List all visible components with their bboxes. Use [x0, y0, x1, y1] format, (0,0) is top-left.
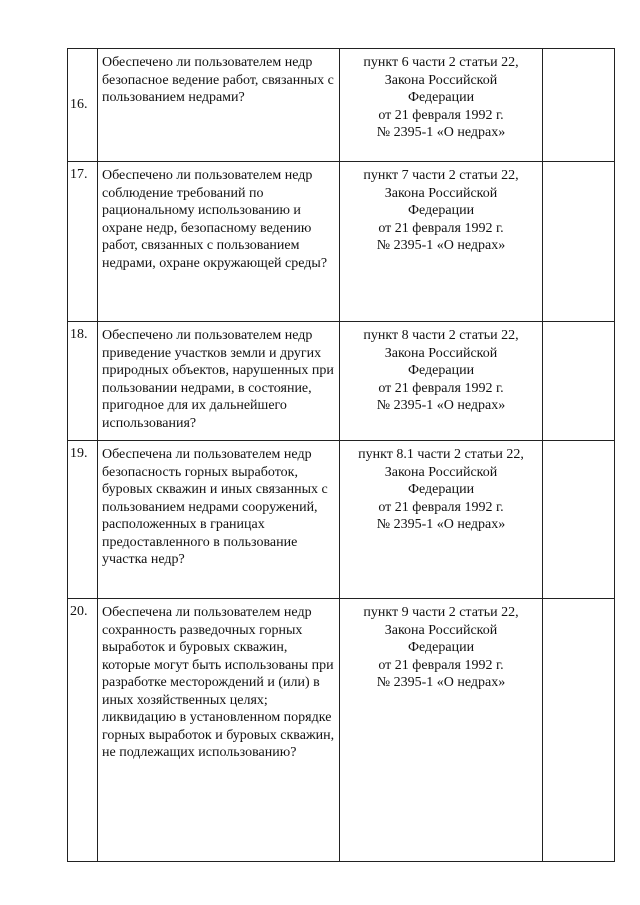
reference-line: № 2395-1 «О недрах»	[376, 125, 506, 140]
reference-line: Закона Российской	[384, 185, 498, 201]
reference-line: пункт 9 части 2 статьи 22,	[363, 605, 519, 620]
reference-line: пункт 6 части 2 статьи 22,	[363, 55, 519, 70]
item-number: 20.	[70, 604, 88, 619]
legal-reference-cell	[340, 599, 543, 862]
reference-line: Федерации	[407, 90, 475, 105]
reference-line: от 21 февраля 1992 г.	[378, 499, 504, 515]
legal-reference-cell	[340, 322, 543, 441]
legal-reference-cell	[340, 49, 543, 162]
item-number: 16.	[70, 97, 88, 113]
reference-line: Федерации	[407, 640, 475, 655]
question-text: Обеспечено ли пользователем недр приведение участков земли и других природных объектов, нарушенных при пользовании недрами, в состояние, пригодное для их дальнейшего использования?	[102, 328, 334, 431]
item-number-cell	[68, 322, 98, 441]
item-number-cell	[68, 162, 98, 322]
reference-line: от 21 февраля 1992 г.	[378, 380, 504, 396]
reference-line: № 2395-1 «О недрах»	[376, 238, 506, 253]
reference-line: Закона Российской	[384, 345, 498, 361]
reference-line: Закона Российской	[384, 622, 498, 638]
question-cell	[98, 49, 340, 162]
checklist-table	[67, 48, 615, 862]
question-text: Обеспечено ли пользователем недр соблюдение требований по рациональному использованию и охране недр, безопасному ведению работ, связанных с пользованием недрами, охране окружающей среды?	[102, 168, 328, 271]
question-text: Обеспечена ли пользователем недр сохранность разведочных горных выработок и буровых скважин, которые могут быть использованы при разработке месторождений и (или) в иных хозяйственных целях; ликвидацию в установленном порядке горных выработок и буровых скважин, не подлежащих использованию?	[102, 605, 335, 760]
question-text: Обеспечена ли пользователем недр безопасность горных выработок, буровых скважин и иных связанных с пользованием недрами сооружений, расположенных в границах предоставленного в пользование участка недр?	[102, 447, 328, 567]
table-row	[68, 599, 615, 862]
item-number-cell	[68, 599, 98, 862]
reference-line: от 21 февраля 1992 г.	[378, 657, 504, 673]
item-number: 18.	[70, 327, 88, 342]
answer-cell[interactable]	[543, 49, 615, 162]
question-text: Обеспечено ли пользователем недр безопасное ведение работ, связанных с пользованием недрами?	[102, 55, 334, 105]
reference-line: от 21 февраля 1992 г.	[378, 220, 504, 236]
question-cell	[98, 322, 340, 441]
item-number: 17.	[70, 167, 88, 182]
question-cell	[98, 162, 340, 322]
reference-line: Закона Российской	[384, 464, 498, 480]
reference-line: пункт 8.1 части 2 статьи 22,	[358, 447, 524, 462]
reference-line: пункт 8 части 2 статьи 22,	[363, 328, 519, 343]
reference-line: от 21 февраля 1992 г.	[378, 107, 504, 123]
table-row	[68, 441, 615, 599]
answer-cell[interactable]	[543, 599, 615, 862]
item-number: 19.	[70, 446, 88, 461]
answer-cell[interactable]	[543, 322, 615, 441]
table-row	[68, 322, 615, 441]
question-cell	[98, 441, 340, 599]
table-row	[68, 162, 615, 322]
item-number-cell	[68, 49, 98, 162]
legal-reference-cell	[340, 441, 543, 599]
reference-line: пункт 7 части 2 статьи 22,	[363, 168, 519, 183]
reference-line: Федерации	[407, 203, 475, 218]
legal-reference-cell	[340, 162, 543, 322]
answer-cell[interactable]	[543, 441, 615, 599]
table-row	[68, 49, 615, 162]
reference-line: № 2395-1 «О недрах»	[376, 398, 506, 413]
reference-line: Федерации	[407, 363, 475, 378]
question-cell	[98, 599, 340, 862]
item-number-cell	[68, 441, 98, 599]
reference-line: Закона Российской	[384, 72, 498, 88]
reference-line: № 2395-1 «О недрах»	[376, 675, 506, 690]
answer-cell[interactable]	[543, 162, 615, 322]
reference-line: № 2395-1 «О недрах»	[376, 517, 506, 532]
reference-line: Федерации	[407, 482, 475, 497]
